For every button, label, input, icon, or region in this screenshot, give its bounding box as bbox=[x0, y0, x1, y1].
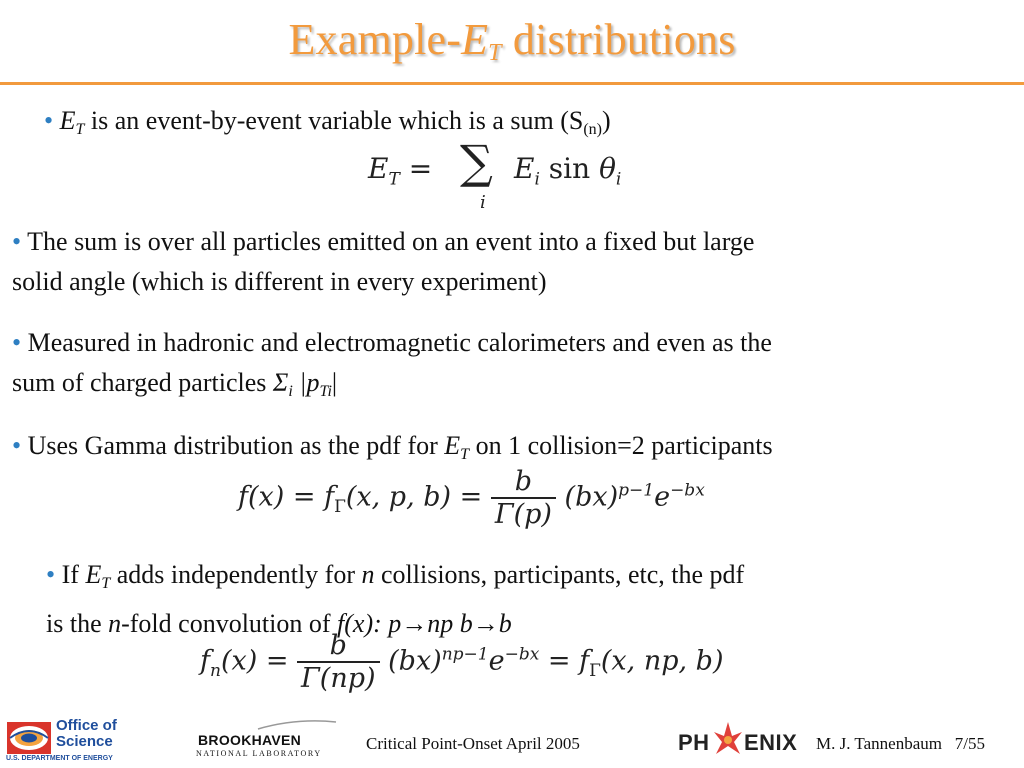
bullet-3-abs-close: | bbox=[331, 368, 338, 397]
bullet-1-var: E bbox=[59, 106, 76, 135]
eq2-denominator: Γ(p) bbox=[494, 499, 552, 530]
eq1-rhs-sub: i bbox=[534, 169, 540, 190]
eq2-fraction bbox=[491, 466, 556, 530]
bullet-1-text: is an event-by-event variable which is a sum (S bbox=[84, 106, 584, 135]
eq3-tail-sup: np−1 bbox=[441, 644, 489, 665]
eq1-sum-index: i bbox=[480, 192, 486, 213]
bullet-3-pt: |p bbox=[292, 368, 320, 397]
bullet-dot: • bbox=[12, 431, 22, 460]
bullet-1 bbox=[44, 101, 611, 150]
phoenix-bird-icon bbox=[712, 720, 744, 758]
eq1-equals: = bbox=[399, 152, 433, 185]
bullet-dot: • bbox=[12, 227, 22, 256]
bullet-dot: • bbox=[46, 560, 56, 589]
slide-footer bbox=[0, 712, 1024, 768]
eq2-lhs-sub: Γ bbox=[334, 496, 346, 517]
bullet-1-close: ) bbox=[601, 106, 611, 135]
right-arrow-icon: → bbox=[401, 609, 428, 638]
phenix-logo bbox=[678, 720, 798, 760]
eq1-sin: sin bbox=[539, 152, 600, 185]
equation-gamma-pdf bbox=[238, 466, 705, 530]
bullet-dot: • bbox=[12, 328, 22, 357]
eq1-theta: θ bbox=[599, 152, 616, 185]
bullet-5-mid: adds independently for bbox=[110, 560, 362, 589]
eq1-rhs: E bbox=[514, 152, 535, 185]
eq3-lhs-sub: n bbox=[210, 660, 221, 681]
bullet-3-sigma-sub: i bbox=[288, 383, 293, 400]
title-prefix: Example- bbox=[288, 15, 462, 64]
bullet-4-suffix: on 1 collision=2 participants bbox=[469, 431, 773, 460]
eq3-exp: e bbox=[488, 645, 505, 677]
bullet-4-var-sub: T bbox=[460, 446, 470, 463]
doe-emblem-icon bbox=[6, 718, 52, 758]
bnl-line-1: BROOKHAVEN bbox=[198, 732, 302, 748]
eq3-lhs: f bbox=[200, 645, 210, 677]
bullet-3 bbox=[12, 323, 1012, 412]
eq3-rhs: = f bbox=[539, 645, 590, 677]
bullet-3-line-2: sum of charged particles bbox=[12, 368, 273, 397]
eq3-tail: (bx) bbox=[388, 645, 442, 677]
eq2-args: (x, p, b) = bbox=[345, 481, 491, 513]
office-of-science-logo bbox=[6, 718, 154, 762]
equation-nfold bbox=[200, 630, 723, 694]
office-line-3: U.S. DEPARTMENT OF ENERGY bbox=[6, 755, 113, 762]
bullet-5-suffix: collisions, participants, etc, the pdf bbox=[374, 560, 745, 589]
eq2-tail-sup: p−1 bbox=[618, 480, 655, 501]
eq3-exp-sup: −bx bbox=[504, 644, 540, 665]
eq3-numerator: b bbox=[329, 630, 347, 661]
eq3-rhs-args: (x, np, b) bbox=[600, 645, 724, 677]
bnl-line-2: NATIONAL LABORATORY bbox=[196, 749, 322, 758]
bullet-5-n2: n bbox=[108, 609, 122, 638]
slide-title bbox=[0, 14, 1024, 67]
bullet-4-var: E bbox=[444, 431, 461, 460]
title-underline bbox=[0, 82, 1024, 85]
eq1-lhs-sub: T bbox=[388, 169, 400, 190]
eq2-exp-sup: −bx bbox=[670, 480, 705, 501]
eq1-theta-sub: i bbox=[615, 169, 622, 190]
bullet-dot: • bbox=[44, 106, 54, 135]
bullet-4-text: Uses Gamma distribution as the pdf for bbox=[27, 431, 445, 460]
bullet-5-var-sub: T bbox=[101, 575, 111, 592]
bullet-3-pt-sub: Ti bbox=[319, 383, 332, 400]
bullet-5-b: b bbox=[498, 609, 512, 638]
eq1-sum-symbol: ∑ bbox=[460, 135, 493, 189]
eq3-rhs-sub: Γ bbox=[589, 660, 601, 681]
footer-center-text: Critical Point-Onset April 2005 bbox=[366, 734, 580, 753]
eq2-exp: e bbox=[654, 481, 671, 513]
bullet-1-var-sub: T bbox=[75, 121, 85, 138]
eq2-tail: (bx) bbox=[564, 481, 619, 513]
brookhaven-logo bbox=[196, 728, 326, 762]
office-line-2: Science bbox=[56, 733, 113, 750]
phenix-left: PH bbox=[678, 730, 710, 755]
bullet-1-sub: (n) bbox=[583, 121, 602, 138]
bnl-swoosh-icon bbox=[256, 720, 376, 730]
bullet-2-line-1: The sum is over all particles emitted on an event into a fixed but large bbox=[27, 227, 755, 256]
eq3-args: (x) = bbox=[220, 645, 298, 677]
eq3-fraction bbox=[297, 630, 379, 694]
right-arrow-icon: → bbox=[472, 609, 499, 638]
title-var-sub: T bbox=[488, 40, 502, 66]
bullet-5-line-2-prefix: is the bbox=[46, 609, 109, 638]
eq3-denominator: Γ(np) bbox=[301, 663, 376, 694]
bullet-5-np: np b bbox=[427, 609, 473, 638]
bullet-5-n: n bbox=[361, 560, 375, 589]
title-suffix: distributions bbox=[501, 15, 736, 64]
bullet-3-sigma: Σ bbox=[272, 368, 289, 397]
bullet-2 bbox=[12, 222, 1012, 302]
title-var: E bbox=[461, 15, 489, 64]
footer-author-page: M. J. Tannenbaum 7/55 bbox=[816, 734, 985, 753]
bullet-3-line-1: Measured in hadronic and electromagnetic calorimeters and even as the bbox=[27, 328, 772, 357]
bullet-5-var: E bbox=[85, 560, 102, 589]
eq2-numerator: b bbox=[514, 466, 533, 497]
eq1-lhs: E bbox=[368, 152, 389, 185]
bullet-5-text: If bbox=[61, 560, 86, 589]
phenix-right: ENIX bbox=[744, 730, 798, 755]
bullet-2-line-2: solid angle (which is different in every experiment) bbox=[12, 267, 547, 296]
bullet-5-line-2-mid: -fold convolution of bbox=[121, 609, 338, 638]
bullet-5-fx: f(x): p bbox=[337, 609, 402, 638]
office-line-1: Office of bbox=[56, 717, 117, 734]
eq2-lhs: f(x) = f bbox=[238, 481, 335, 513]
